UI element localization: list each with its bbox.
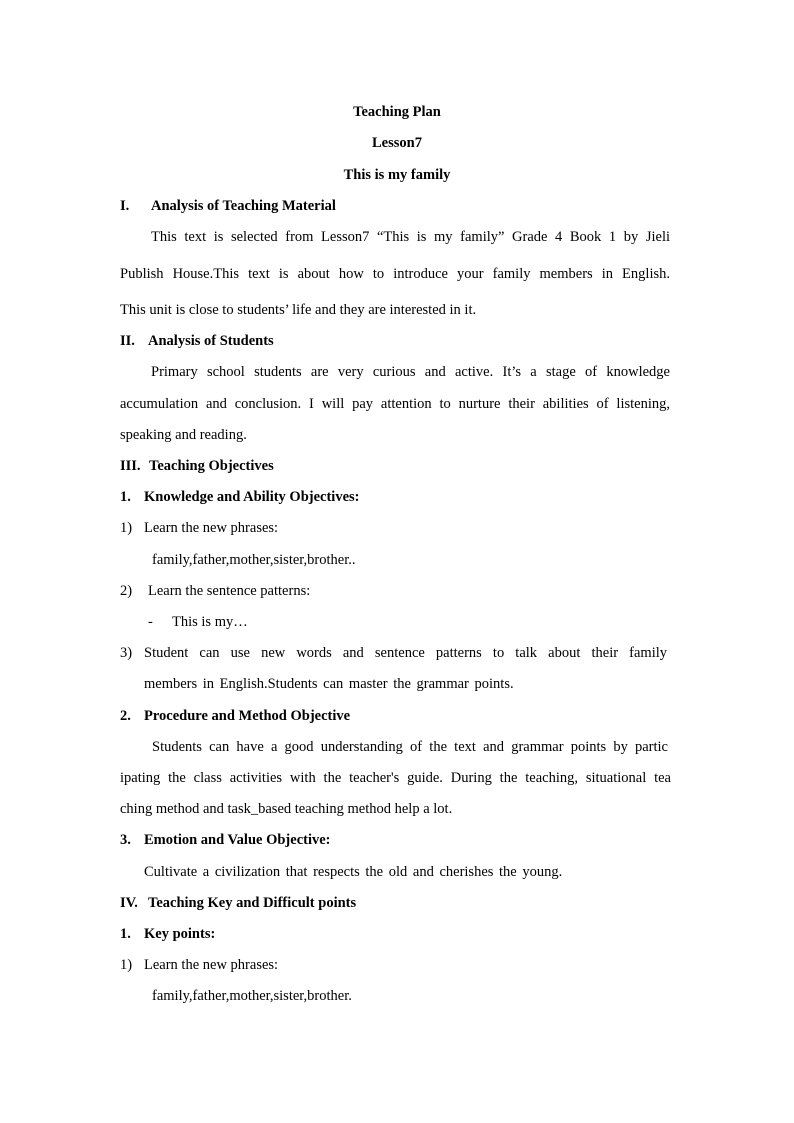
key-item-1-text: Learn the new phrases: [144, 957, 279, 973]
subsection-3-2-line-2: ipating the class activities with the teacher's guide. During the teaching, situational tea [120, 770, 671, 786]
subsection-4-1-heading: Key points: [144, 926, 216, 942]
key-item-1-number: 1) [120, 957, 133, 973]
section-1-line-3: This unit is close to students’ life and they are interested in it. [120, 302, 477, 318]
bullet-dash: - [148, 614, 153, 630]
list-item-2-number: 2) [120, 583, 133, 599]
list-item-3-number: 3) [120, 645, 133, 661]
section-1-line-2: Publish House.This text is about how to introduce your family members in English. [120, 266, 670, 282]
list-item-1-text: Learn the new phrases: [144, 520, 279, 536]
section-4-number: IV. [120, 895, 138, 911]
list-item-2-detail: This is my… [172, 614, 248, 630]
subsection-3-1-heading: Knowledge and Ability Objectives: [144, 489, 360, 505]
subsection-3-2-line-1: Students can have a good understanding of the text and grammar points by partic [152, 739, 668, 755]
section-3-number: III. [120, 458, 141, 474]
section-2-line-2: accumulation and conclusion. I will pay attention to nurture their abilities of listening, [120, 396, 670, 412]
subsection-3-2-heading: Procedure and Method Objective [144, 708, 351, 724]
subsection-3-2-number: 2. [120, 708, 131, 724]
section-1-line-1: This text is selected from Lesson7 “This is my family” Grade 4 Book 1 by Jieli [151, 229, 670, 245]
section-2-line-1: Primary school students are very curious and active. It’s a stage of knowledge [151, 364, 670, 380]
key-item-1-detail: family,father,mother,sister,brother. [152, 988, 352, 1004]
list-item-1-detail: family,father,mother,sister,brother.. [152, 552, 356, 568]
subsection-3-1-number: 1. [120, 489, 131, 505]
list-item-3-line-1: Student can use new words and sentence patterns to talk about their family [144, 645, 667, 661]
list-item-1-number: 1) [120, 520, 133, 536]
lesson-subtitle: This is my family [343, 167, 451, 183]
lesson-label: Lesson7 [372, 135, 422, 151]
section-2-number: II. [120, 333, 135, 349]
section-2-line-3: speaking and reading. [120, 427, 247, 443]
subsection-4-1-number: 1. [120, 926, 131, 942]
subsection-3-3-heading: Emotion and Value Objective: [144, 832, 331, 848]
list-item-2-text: Learn the sentence patterns: [148, 583, 311, 599]
list-item-3-line-2: members in English.Students can master the grammar points. [144, 676, 514, 692]
section-3-heading: Teaching Objectives [149, 458, 274, 474]
subsection-3-3-line: Cultivate a civilization that respects the old and cherishes the young. [144, 864, 563, 880]
section-1-number: I. [120, 198, 130, 214]
section-1-heading: Analysis of Teaching Material [151, 198, 336, 214]
document-title: Teaching Plan [353, 104, 441, 120]
section-2-heading: Analysis of Students [148, 333, 274, 349]
subsection-3-2-line-3: ching method and task_based teaching method help a lot. [120, 801, 453, 817]
subsection-3-3-number: 3. [120, 832, 131, 848]
section-4-heading: Teaching Key and Difficult points [148, 895, 357, 911]
